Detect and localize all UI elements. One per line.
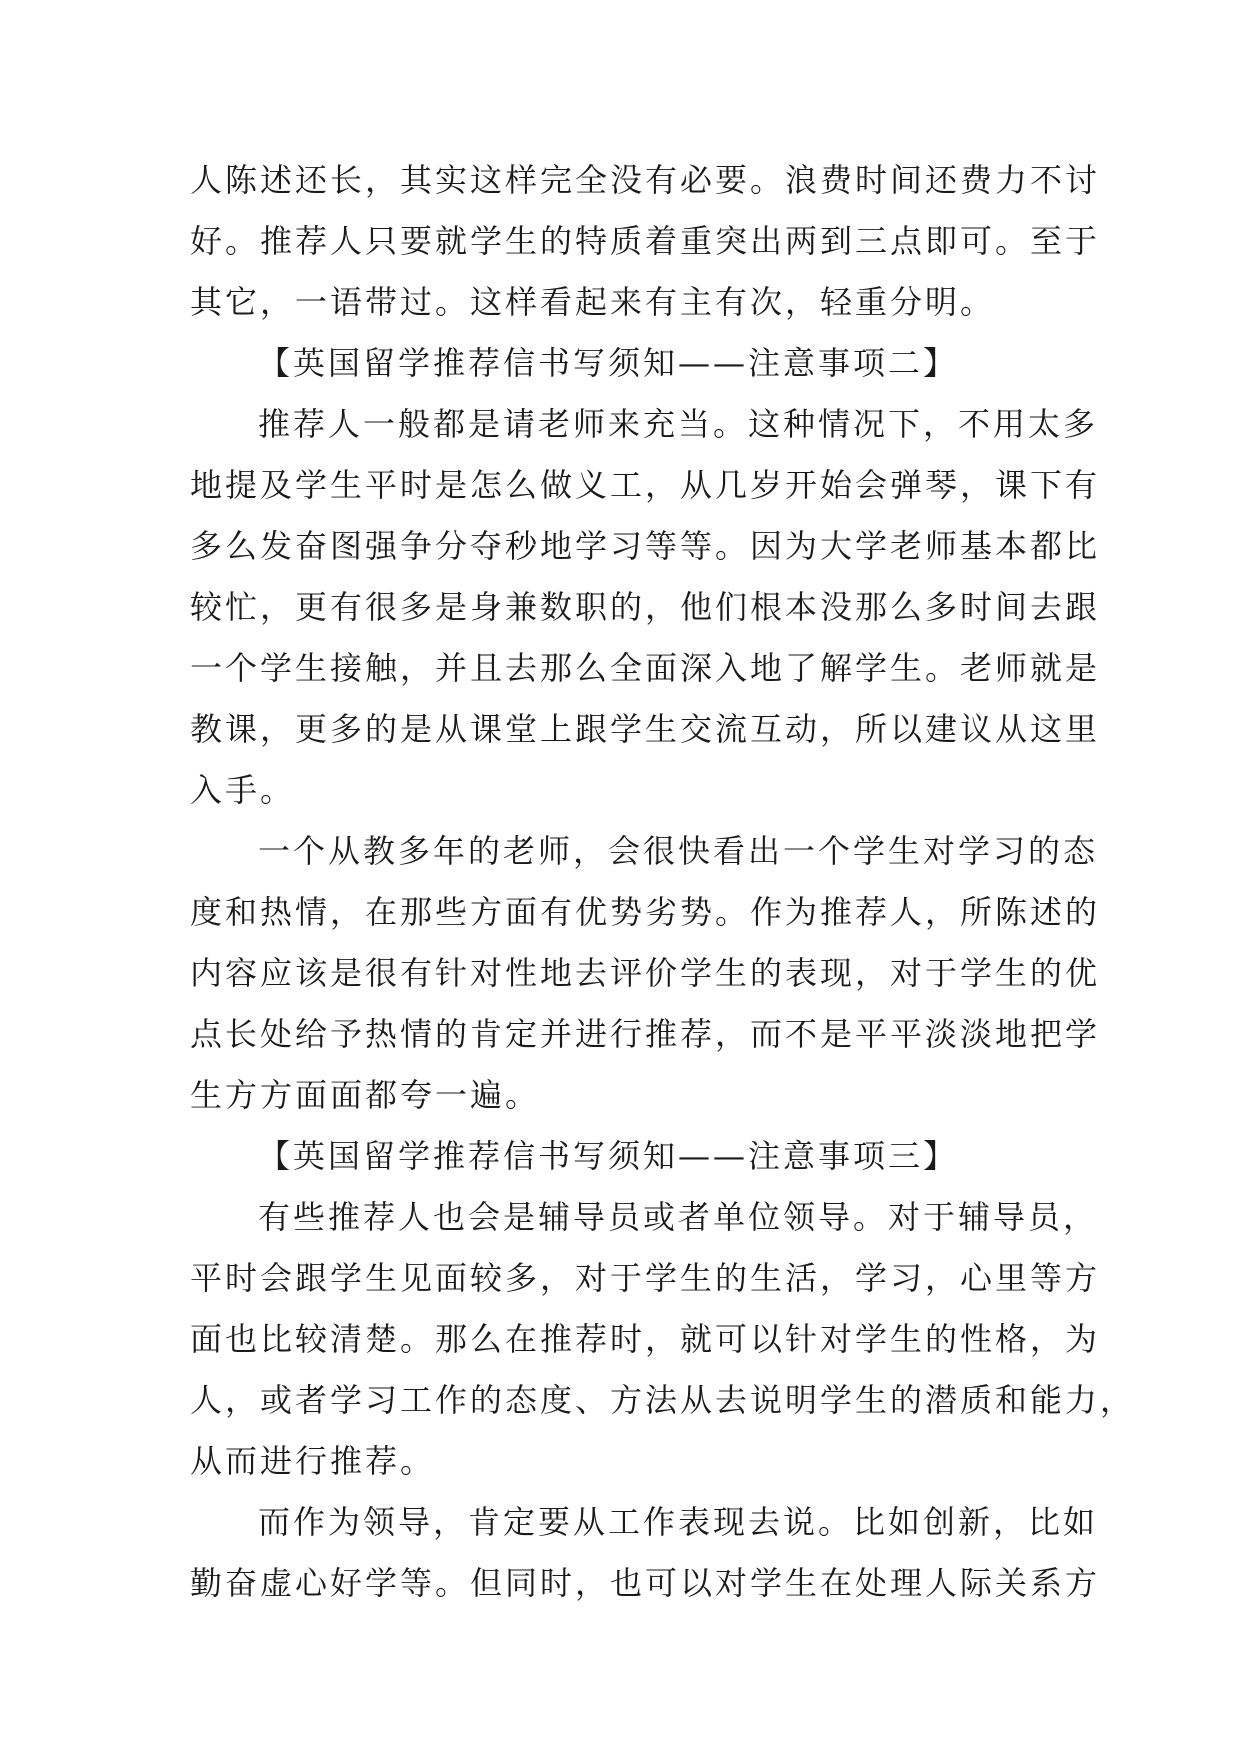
paragraph bbox=[190, 394, 1101, 821]
text-line: 勤奋虚心好学等。但同时，也可以对学生在处理人际关系方 bbox=[190, 1564, 1101, 1602]
section-heading bbox=[190, 1126, 1055, 1187]
text-line: 有些推荐人也会是辅导员或者单位领导。对于辅导员， bbox=[258, 1198, 1099, 1236]
text-line: 多么发奋图强争分夺秒地学习等等。因为大学老师基本都比 bbox=[190, 527, 1101, 565]
text-line: 推荐人一般都是请老师来充当。这种情况下，不用太多 bbox=[258, 405, 1099, 443]
text-line: 点长处给予热情的肯定并进行推荐，而不是平平淡淡地把学 bbox=[190, 1015, 1101, 1053]
text-line: 人陈述还长，其实这样完全没有必要。浪费时间还费力不讨 bbox=[190, 161, 1101, 199]
text-line: 面也比较清楚。那么在推荐时，就可以针对学生的性格，为 bbox=[190, 1320, 1101, 1358]
text-line: 入手。 bbox=[190, 771, 296, 809]
text-line: 度和热情，在那些方面有优势劣势。作为推荐人，所陈述的 bbox=[190, 893, 1101, 931]
text-line: 其它，一语带过。这样看起来有主有次，轻重分明。 bbox=[190, 283, 996, 321]
text-line: 好。推荐人只要就学生的特质着重突出两到三点即可。至于 bbox=[190, 222, 1101, 260]
heading-line: 【英国留学推荐信书写须知——注意事项三】 bbox=[258, 1137, 959, 1175]
document-body bbox=[190, 150, 1136, 1614]
text-line: 地提及学生平时是怎么做义工，从几岁开始会弹琴，课下有 bbox=[190, 466, 1101, 504]
paragraph bbox=[190, 821, 1101, 1126]
text-line: 从而进行推荐。 bbox=[190, 1442, 436, 1480]
section-heading bbox=[190, 333, 1055, 394]
paragraph bbox=[190, 1187, 1136, 1492]
paragraph bbox=[190, 150, 1101, 333]
text-line: 较忙，更有很多是身兼数职的，他们根本没那么多时间去跟 bbox=[190, 588, 1101, 626]
text-line: 人，或者学习工作的态度、方法从去说明学生的潜质和能力， bbox=[190, 1381, 1136, 1419]
text-line: 平时会跟学生见面较多，对于学生的生活，学习，心里等方 bbox=[190, 1259, 1101, 1297]
paragraph bbox=[190, 1492, 1101, 1614]
text-line: 教课，更多的是从课堂上跟学生交流互动，所以建议从这里 bbox=[190, 710, 1101, 748]
text-line: 而作为领导，肯定要从工作表现去说。比如创新，比如 bbox=[258, 1503, 1099, 1541]
text-line: 一个从教多年的老师，会很快看出一个学生对学习的态 bbox=[258, 832, 1099, 870]
heading-line: 【英国留学推荐信书写须知——注意事项二】 bbox=[258, 344, 959, 382]
text-line: 一个学生接触，并且去那么全面深入地了解学生。老师就是 bbox=[190, 649, 1101, 687]
text-line: 内容应该是很有针对性地去评价学生的表现，对于学生的优 bbox=[190, 954, 1101, 992]
text-line: 生方方面面都夸一遍。 bbox=[190, 1076, 541, 1114]
